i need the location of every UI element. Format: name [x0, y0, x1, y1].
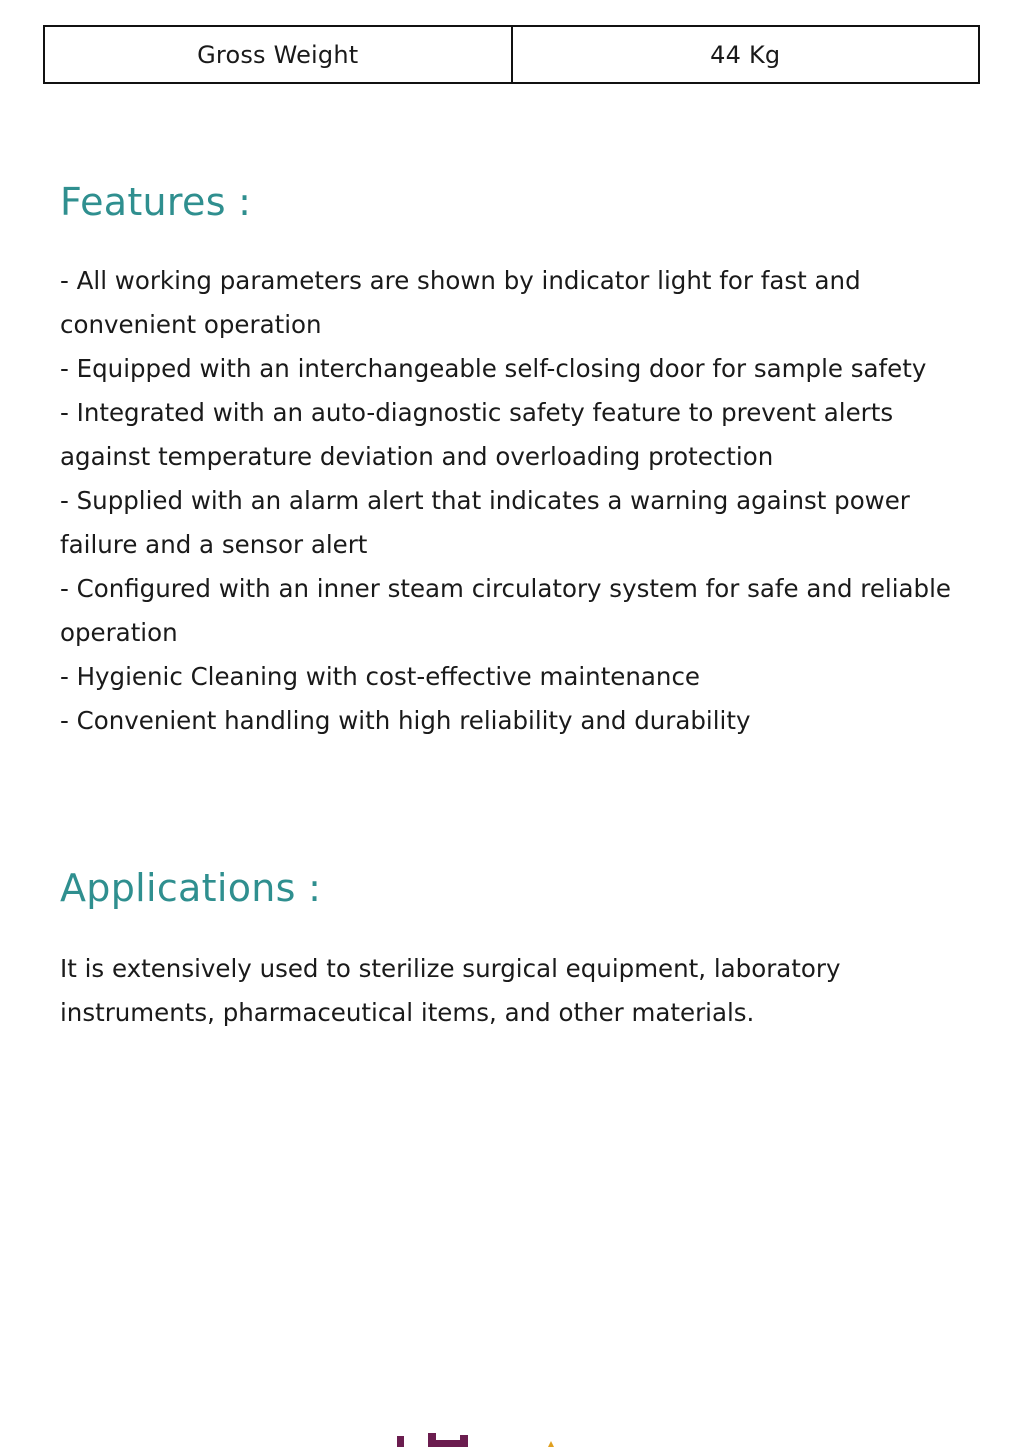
table-row — [44, 26, 979, 83]
list-item: - Convenient handling with high reliability and durability — [60, 706, 751, 735]
list-item: - Hygienic Cleaning with cost-effective maintenance — [60, 662, 700, 691]
list-item: - Equipped with an interchangeable self-closing door for sample safety — [60, 354, 927, 383]
logo-icon — [390, 1430, 570, 1447]
features-list — [60, 259, 970, 743]
spec-label: Gross Weight — [44, 26, 512, 83]
list-item: - Configured with an inner steam circulatory system for safe and reliable operation — [60, 574, 951, 647]
brand-logo — [390, 1430, 570, 1447]
applications-paragraph: It is extensively used to sterilize surgical equipment, laboratory instruments, pharmaceutical items, and other materials. — [60, 954, 841, 1027]
list-item: - All working parameters are shown by indicator light for fast and convenient operation — [60, 266, 861, 339]
spec-value: 44 Kg — [512, 26, 980, 83]
list-item: - Integrated with an auto-diagnostic safety feature to prevent alerts against temperature deviation and overloading protection — [60, 398, 894, 471]
list-item: - Supplied with an alarm alert that indicates a warning against power failure and a sensor alert — [60, 486, 910, 559]
applications-heading: Applications : — [60, 866, 322, 910]
spec-table — [43, 25, 980, 84]
features-heading: Features : — [60, 180, 252, 224]
